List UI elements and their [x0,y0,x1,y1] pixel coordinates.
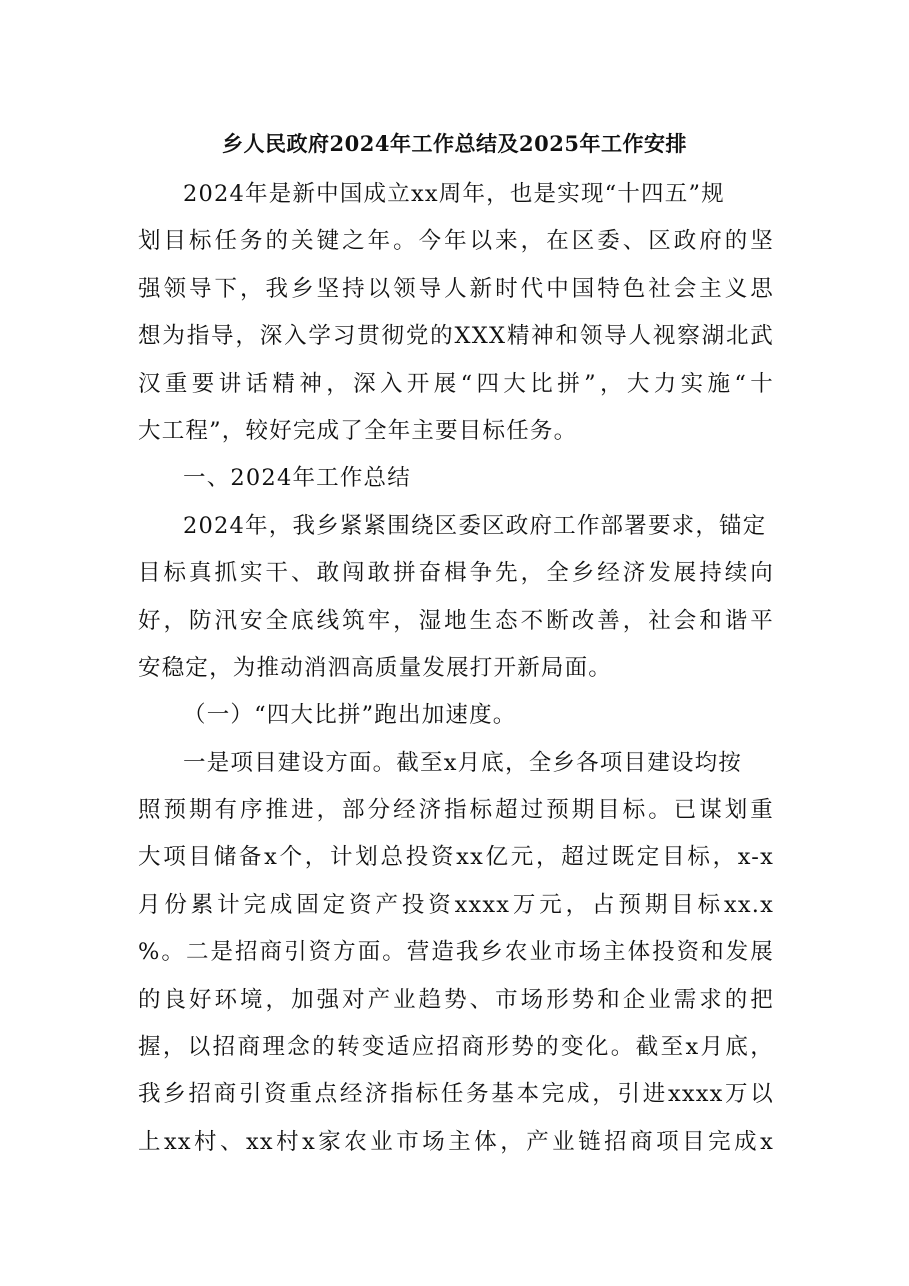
paragraph-line: 照预期有序推进，部分经济指标超过预期目标。已谋划重 [138,797,774,824]
document-body [138,171,774,1166]
subsection-heading: （一）“四大比拼”跑出加速度。 [183,702,517,729]
paragraph-line: 目标真抓实干、敢闯敢拼奋楫争先，全乡经济发展持续向 [138,560,774,587]
paragraph-line: 汉重要讲话精神，深入开展“四大比拼”，大力实施“十 [138,370,774,397]
paragraph-line: 划目标任务的关键之年。今年以来，在区委、区政府的坚 [138,228,774,255]
paragraph-line: 的良好环境，加强对产业趋势、市场形势和企业需求的把 [138,986,774,1013]
paragraph-line: 强领导下，我乡坚持以领导人新时代中国特色社会主义思 [138,275,774,302]
paragraph-line: 好，防汛安全底线筑牢，湿地生态不断改善，社会和谐平 [138,607,774,634]
paragraph-line: 大项目储备x个，计划总投资xx亿元，超过既定目标，x-x [138,844,774,871]
paragraph-line: 上xx村、xx村x家农业市场主体，产业链招商项目完成x [138,1128,774,1155]
paragraph-line: 大工程”，较好完成了全年主要目标任务。 [138,417,578,444]
paragraph-line: 想为指导，深入学习贯彻党的XXX精神和领导人视察湖北武 [138,323,774,350]
paragraph-line: 握，以招商理念的转变适应招商形势的变化。截至x月底， [138,1034,774,1061]
paragraph-line: 安稳定，为推动消泗高质量发展打开新局面。 [138,654,613,681]
paragraph-line: 月份累计完成固定资产投资xxxx万元，占预期目标xx.x [138,891,774,918]
paragraph-line: 一是项目建设方面。截至x月底，全乡各项目建设均按 [183,749,742,776]
paragraph-line: 我乡招商引资重点经济指标任务基本完成，引进xxxx万以 [138,1081,774,1108]
paragraph-line: 2024年，我乡紧紧围绕区委区政府工作部署要求，锚定 [183,512,767,539]
section-heading: 一、2024年工作总结 [183,465,411,492]
document-title: 乡人民政府2024年工作总结及2025年工作安排 [222,131,687,156]
paragraph-line: 2024年是新中国成立xx周年，也是实现“十四五”规 [183,181,725,207]
paragraph-line: %。二是招商引资方面。营造我乡农业市场主体投资和发展 [138,939,774,966]
